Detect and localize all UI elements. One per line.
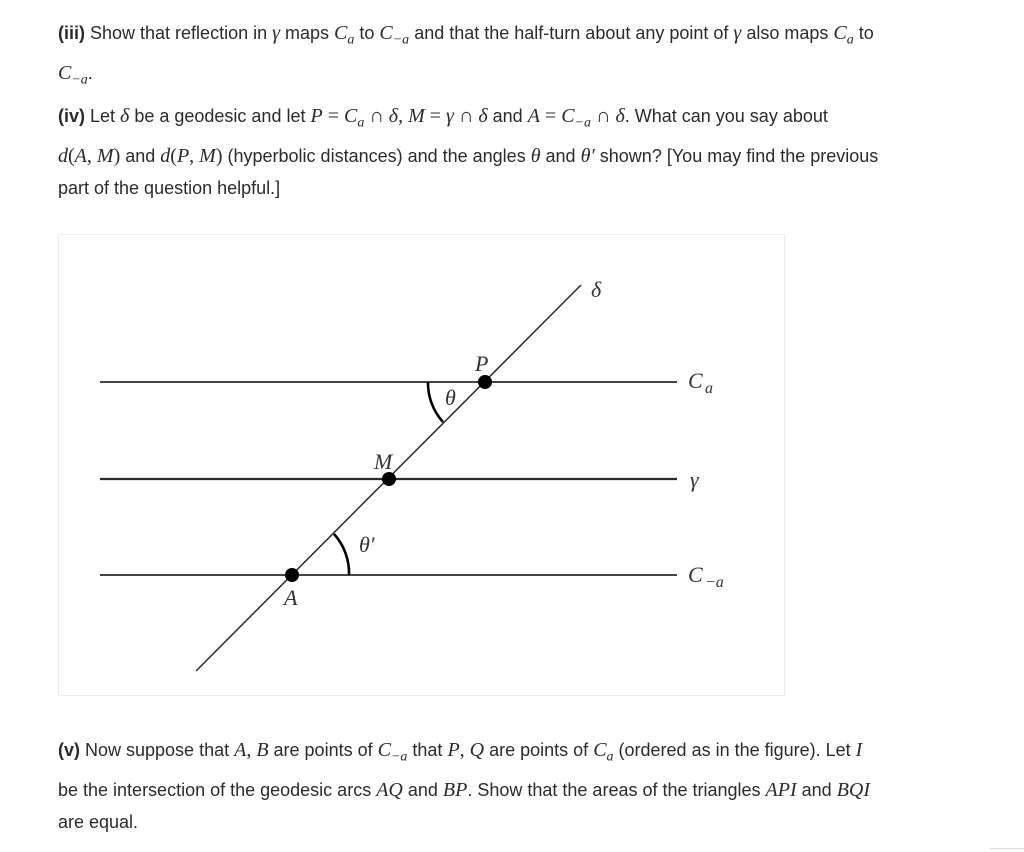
label-c-a-sub: a: [705, 380, 713, 397]
math-delta: δ: [615, 105, 625, 127]
label-p: P: [475, 351, 489, 376]
text: and: [487, 106, 528, 126]
label-theta: θ: [445, 385, 456, 410]
math-gamma: γ: [272, 22, 280, 44]
math-comma: ,: [86, 144, 97, 167]
math-p: P: [310, 105, 323, 127]
math-paren: ): [113, 144, 121, 167]
text: and: [120, 145, 161, 166]
text: that: [407, 740, 448, 760]
text: and: [796, 779, 837, 800]
math-a: A: [234, 739, 247, 761]
text: to: [354, 23, 380, 43]
math-p: P: [176, 144, 190, 167]
math-sub: −a: [71, 72, 88, 88]
text: .: [87, 62, 93, 83]
text: . Show that the areas of the triangles: [467, 779, 766, 800]
math-d: d: [58, 144, 68, 167]
math-gamma: γ: [446, 105, 454, 127]
text: . What can you say about: [624, 106, 828, 126]
math-i: I: [855, 739, 863, 761]
angle-theta-prime-arc: [334, 534, 349, 575]
math-sub: −a: [392, 32, 410, 48]
math-comma: ,: [398, 105, 409, 127]
math-bqi: BQI: [836, 778, 871, 801]
math-eq: =: [424, 105, 447, 127]
label-c-neg-a-sub: −a: [705, 574, 724, 591]
text: part of the question helpful.]: [58, 177, 281, 198]
math-a: A: [527, 105, 540, 127]
part-iv-label: (iv): [58, 106, 85, 126]
label-delta: δ: [591, 277, 602, 302]
math-m: M: [96, 144, 114, 167]
text: and: [402, 779, 443, 800]
part-iii-paragraph: [58, 17, 958, 96]
math-c: C: [334, 22, 348, 44]
math-bp: BP: [442, 778, 468, 801]
part-v-label: (v): [58, 740, 80, 760]
math-theta-prime: θ′: [580, 144, 595, 167]
text: are equal.: [58, 811, 139, 832]
part-iv-paragraph: [58, 100, 958, 204]
text: also maps: [741, 23, 834, 43]
math-c: C: [561, 105, 575, 127]
math-c: C: [377, 739, 391, 761]
corner-divider: [990, 848, 1024, 849]
math-sub: a: [606, 749, 614, 765]
point-p: [478, 375, 492, 389]
math-sub: −a: [574, 115, 591, 131]
math-cap: ∩: [364, 105, 389, 127]
label-c-a: C: [688, 368, 703, 393]
math-paren: (: [170, 144, 177, 167]
math-delta: δ: [120, 105, 130, 127]
math-c: C: [379, 22, 393, 44]
math-b: B: [256, 739, 269, 761]
part-iii-label: (iii): [58, 23, 85, 43]
math-eq: =: [539, 105, 562, 127]
text: (hyperbolic distances) and the angles: [222, 145, 531, 166]
part-v-paragraph: [58, 734, 958, 838]
angle-theta-arc: [428, 382, 443, 422]
text: to: [853, 23, 874, 43]
text: be a geodesic and let: [129, 106, 311, 126]
math-c: C: [593, 739, 607, 761]
math-c: C: [343, 105, 358, 127]
math-sub: a: [846, 32, 854, 48]
figure-frame: [58, 234, 785, 696]
label-theta-prime: θ′: [359, 532, 375, 557]
math-c: C: [58, 61, 72, 84]
math-sub: a: [357, 115, 365, 131]
math-gamma: γ: [733, 22, 742, 44]
math-api: API: [765, 778, 797, 801]
text: are points of: [484, 740, 594, 760]
math-eq: =: [322, 105, 344, 127]
label-c-neg-a: C: [688, 562, 703, 587]
point-a: [285, 568, 299, 582]
math-theta: θ: [530, 144, 541, 167]
math-d: d: [160, 144, 171, 167]
text: (ordered as in the figure). Let: [613, 740, 856, 760]
math-cap: ∩: [591, 105, 616, 127]
text: Now suppose that: [80, 740, 235, 760]
label-m: M: [374, 449, 393, 474]
math-delta: δ: [478, 105, 488, 127]
math-p: P: [447, 739, 460, 761]
math-sub: −a: [390, 749, 408, 765]
math-cap: ∩: [453, 105, 479, 127]
math-c: C: [833, 22, 847, 44]
math-comma: ,: [459, 739, 470, 761]
math-m: M: [199, 144, 216, 167]
math-comma: ,: [189, 144, 200, 167]
math-delta: δ: [388, 105, 399, 127]
math-sub: a: [347, 32, 355, 48]
label-gamma: γ: [690, 467, 699, 492]
text: be the intersection of the geodesic arcs: [58, 779, 377, 800]
math-m: M: [408, 105, 425, 127]
math-paren: (: [68, 144, 75, 167]
text: Show that reflection in: [85, 23, 273, 43]
math-aq: AQ: [376, 778, 403, 801]
text: and: [540, 145, 581, 166]
text: Let: [85, 106, 121, 126]
math-a: A: [74, 144, 87, 167]
geodesic-figure: [59, 235, 786, 697]
text: maps: [280, 23, 335, 43]
text: shown? [You may find the previous: [594, 145, 879, 166]
math-comma: ,: [246, 739, 257, 761]
point-m: [382, 472, 396, 486]
text: are points of: [268, 740, 378, 760]
math-q: Q: [469, 739, 485, 761]
math-paren: ): [215, 144, 223, 167]
label-a: A: [284, 585, 298, 610]
text: and that the half-turn about any point of: [409, 23, 734, 43]
